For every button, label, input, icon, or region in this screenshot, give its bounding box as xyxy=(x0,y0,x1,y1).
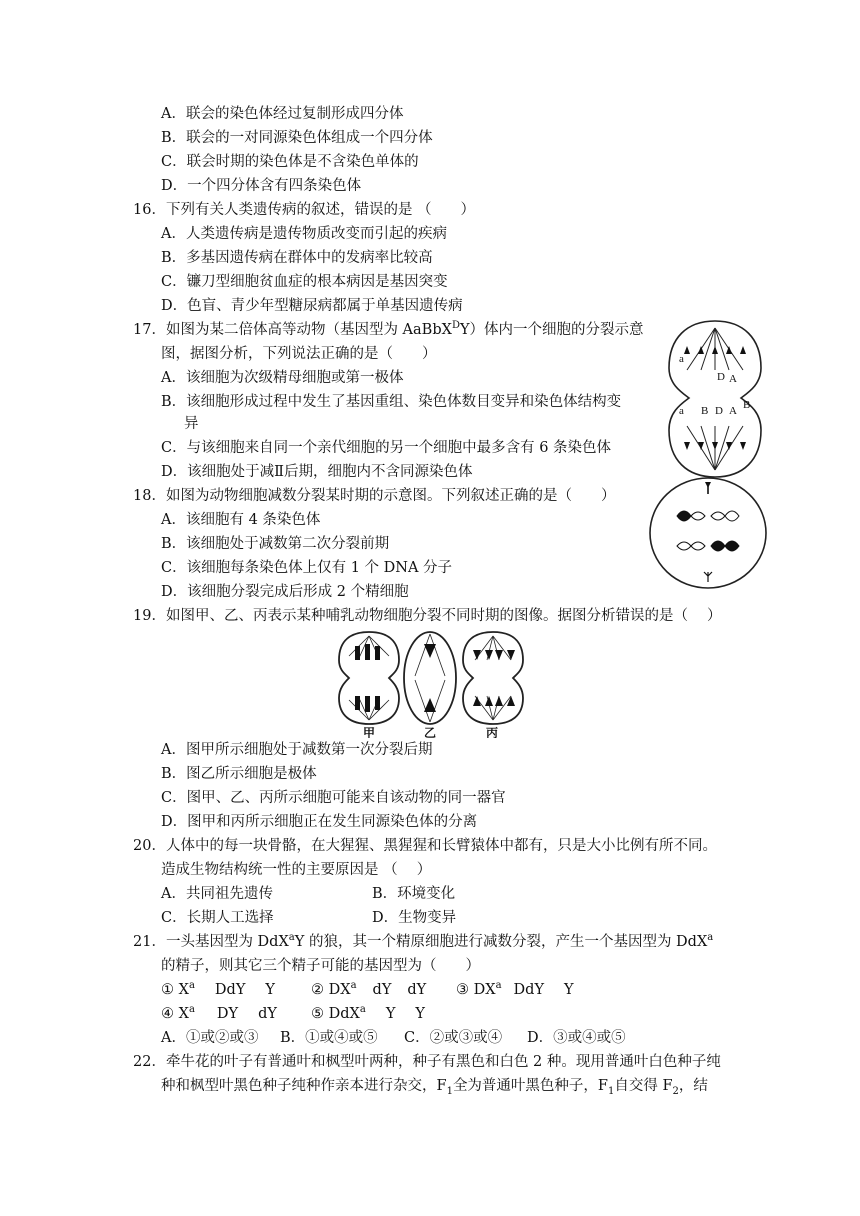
q17-label-b2: B xyxy=(743,399,751,411)
q17-option-b-cont: 异 xyxy=(184,416,199,432)
q20-option-c: C．长期人工选择 xyxy=(161,910,274,926)
q22-stem-cont: 种和枫型叶黑色种子纯种作亲本进行杂交，$F_1$全为普通叶黑色种子，$F_1$自交得 $F_2$，结 xyxy=(161,1078,708,1097)
q16-option-a: A．人类遗传病是遗传物质改变而引起的疾病 xyxy=(161,226,447,242)
q17-label-a1: a xyxy=(679,353,684,365)
q20-option-d: D．生物变异 xyxy=(372,910,457,926)
q21-option-d: D．③或④或⑤ xyxy=(527,1030,626,1046)
q19-cells-figure xyxy=(335,626,527,738)
q17-option-b: B．该细胞形成过程中发生了基因重组、染色体数目变异和染色体结构变 xyxy=(161,394,622,410)
q17-cell-figure xyxy=(665,318,765,480)
q20-option-b: B．环境变化 xyxy=(372,886,456,902)
q19-option-b: B．图乙所示细胞是极体 xyxy=(161,766,317,782)
q17-option-a: A．该细胞为次级精母细胞或第一极体 xyxy=(161,370,404,386)
q21-genotype-1: ① $X^a$ DdY Y xyxy=(161,980,275,998)
q19-option-a: A．图甲所示细胞处于减数第一次分裂后期 xyxy=(161,742,433,758)
q18-stem: 18．如图为动物细胞减数分裂某时期的示意图。下列叙述正确的是（ ） xyxy=(133,488,616,504)
q17-label-a4: A xyxy=(729,405,737,417)
q19-option-c: C．图甲、乙、丙所示细胞可能来自该动物的同一器官 xyxy=(161,790,506,806)
q18-option-a: A．该细胞有 4 条染色体 xyxy=(161,512,321,528)
q21-option-c: C．②或③或④ xyxy=(404,1030,503,1046)
q19-label-bing: 丙 xyxy=(486,726,499,738)
q20-option-a: A．共同祖先遗传 xyxy=(161,886,273,902)
q19-stem: 19．如图甲、乙、丙表示某种哺乳动物细胞分裂不同时期的图像。据图分析错误的是（ ） xyxy=(133,608,722,624)
q15-option-c: C．联会时期的染色体是不含染色单体的 xyxy=(161,154,419,170)
q18-option-b: B．该细胞处于减数第二次分裂前期 xyxy=(161,536,390,552)
q17-stem: 17．如图为某二倍体高等动物（基因型为 AaBbX$^D$Y）体内一个细胞的分裂示意 xyxy=(133,320,644,338)
q17-stem-cont: 图，据图分析，下列说法正确的是（ ） xyxy=(161,346,437,362)
q18-option-d: D．该细胞分裂完成后形成 2 个精细胞 xyxy=(161,584,409,600)
q16-option-c: C．镰刀型细胞贫血症的根本病因是基因突变 xyxy=(161,274,448,290)
q16-stem: 16．下列有关人类遗传病的叙述，错误的是 （ ） xyxy=(133,202,476,218)
q18-cell-figure xyxy=(647,474,769,592)
q15-option-d: D．一个四分体含有四条染色体 xyxy=(161,178,362,194)
q21-genotype-3: ③ $DX^a$ DdY Y xyxy=(456,980,574,998)
q21-genotype-2: ② $DX^a$ dY dY xyxy=(311,980,427,998)
q21-stem: 21．一头基因型为 DdX$^a$Y 的狼，其一个精原细胞进行减数分裂，产生一个基因型为 DdX$^a$ xyxy=(133,932,714,950)
q20-stem: 20．人体中的每一块骨骼，在大猩猩、黑猩猩和长臂猿体中都有，只是大小比例有所不同。 xyxy=(133,838,717,854)
q17-label-d1: D xyxy=(717,371,725,383)
q21-stem-cont: 的精子，则其它三个精子可能的基因型为（ ） xyxy=(161,958,480,974)
q17-label-b1: B xyxy=(701,405,709,417)
q18-option-c: C．该细胞每条染色体上仅有 1 个 DNA 分子 xyxy=(161,560,453,576)
q21-option-a: A．①或②或③ xyxy=(161,1030,259,1046)
q21-genotype-4: ④ $X^a$ DY dY xyxy=(161,1004,277,1022)
q17-label-a3: a xyxy=(679,405,684,417)
q21-genotype-5: ⑤ DdX$^a$ Y Y xyxy=(311,1004,425,1022)
q15-option-b: B．联会的一对同源染色体组成一个四分体 xyxy=(161,130,433,146)
q15-option-a: A．联会的染色体经过复制形成四分体 xyxy=(161,106,404,122)
q17-label-d2: D xyxy=(715,405,723,417)
q20-stem-cont: 造成生物结构统一性的主要原因是 （ ） xyxy=(161,862,432,878)
q17-label-a2: A xyxy=(729,373,737,385)
q19-option-d: D．图甲和丙所示细胞正在发生同源染色体的分离 xyxy=(161,814,478,830)
q21-option-b: B．①或④或⑤ xyxy=(280,1030,378,1046)
q17-option-d: D．该细胞处于减Ⅱ后期，细胞内不含同源染色体 xyxy=(161,464,473,480)
q16-option-b: B．多基因遗传病在群体中的发病率比较高 xyxy=(161,250,433,266)
q19-label-jia: 甲 xyxy=(363,726,376,738)
q22-stem: 22．牵牛花的叶子有普通叶和枫型叶两种，种子有黑色和白色 2 种。现用普通叶白色种子纯 xyxy=(133,1054,721,1070)
q17-option-c: C．与该细胞来自同一个亲代细胞的另一个细胞中最多含有 6 条染色体 xyxy=(161,440,612,456)
q16-option-d: D．色盲、青少年型糖尿病都属于单基因遗传病 xyxy=(161,298,463,314)
q19-label-yi: 乙 xyxy=(424,726,437,738)
